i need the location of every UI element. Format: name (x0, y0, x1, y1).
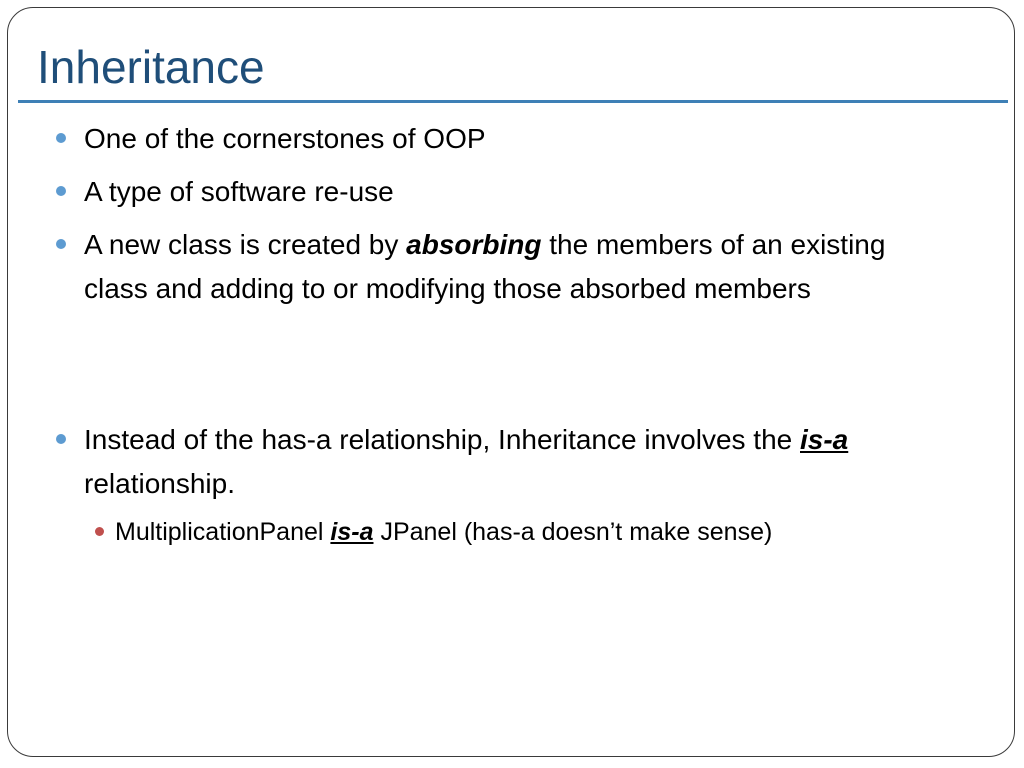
bullet-item-2 (84, 170, 954, 214)
bullet-dot-icon (56, 133, 66, 143)
slide-title: Inheritance (37, 41, 265, 93)
bullet-text-after: relationship. (84, 468, 235, 499)
bullet-text-before: A new class is created by (84, 229, 407, 260)
sub-bullet-text-before: MultiplicationPanel (115, 518, 331, 546)
sub-bullet-text-after: JPanel (has-a doesn’t make sense) (373, 518, 773, 546)
bullet-item-3 (84, 223, 954, 311)
bullet-text-before: Instead of the has-a relationship, Inheritance involves the (84, 424, 800, 455)
sub-bullet-emphasis: is-a (330, 518, 374, 546)
bullet-emphasis: absorbing (406, 229, 542, 260)
bullet-text: A type of software re-use (84, 176, 394, 207)
bullet-item-4 (84, 418, 954, 506)
bullet-dot-icon (56, 186, 66, 196)
bullet-dot-icon (56, 239, 66, 249)
sub-bullet-item (115, 513, 985, 551)
bullet-emphasis: is-a (800, 424, 849, 455)
bullet-text-after: the members of an existing class and adding to or modifying those absorbed members (84, 229, 886, 304)
bullet-dot-icon (56, 434, 66, 444)
sub-bullet-dot-icon (95, 527, 104, 536)
bullet-item-1 (84, 117, 954, 161)
bullet-text: One of the cornerstones of OOP (84, 123, 486, 154)
